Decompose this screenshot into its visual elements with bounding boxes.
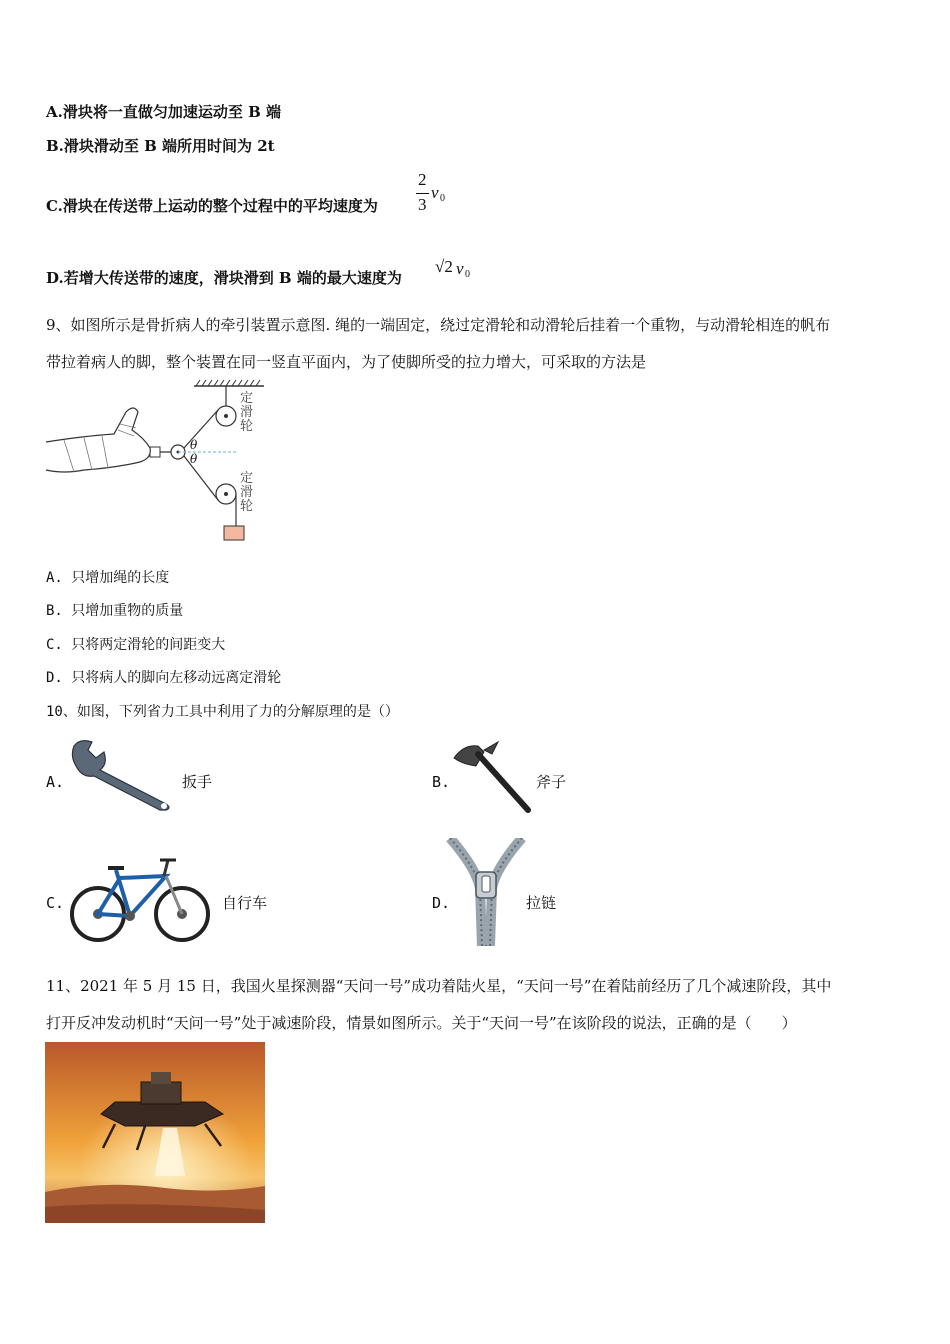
bottom-pulley-label: 定滑轮 xyxy=(240,471,254,514)
q10-item-b-letter: B. xyxy=(432,773,451,791)
q9-option-a: A. 只增加绳的长度 xyxy=(46,570,170,586)
q9-option-b: B. 只增加重物的质量 xyxy=(46,603,184,619)
angle-label-lower: θ xyxy=(190,452,198,466)
angle-label-upper: θ xyxy=(190,438,198,452)
mars-lander-photo xyxy=(45,1042,265,1223)
q9-stem-line1: 9、如图所示是骨折病人的牵引装置示意图. 绳的一端固定，绕过定滑轮和动滑轮后挂着一个重物，与动滑轮相连的帆布 xyxy=(46,316,831,334)
velocity-subscript: 0 xyxy=(465,269,470,280)
q10-item-b-name: 斧子 xyxy=(536,773,567,791)
bicycle-icon xyxy=(68,852,212,944)
velocity-symbol: v xyxy=(431,183,439,202)
q8-option-d: D.若增大传送带的速度，滑块滑到 B 端的最大速度为 xyxy=(46,269,402,287)
q10-item-d-letter: D. xyxy=(432,894,451,912)
q8-option-b: B.滑块滑动至 B 端所用时间为 2t xyxy=(46,137,275,155)
zipper-icon xyxy=(446,838,526,946)
q8-option-a: A.滑块将一直做匀加速运动至 B 端 xyxy=(46,103,281,121)
fraction-denominator: 3 xyxy=(418,195,427,214)
fraction-bar xyxy=(416,193,429,194)
weight-block xyxy=(224,526,244,540)
q10-item-d-name: 拉链 xyxy=(526,894,557,912)
q11-stem-line1: 11、2021 年 5 月 15 日，我国火星探测器“天问一号”成功着陆火星，“天问一号”在着陆前经历了几个减速阶段，其中 xyxy=(46,977,832,995)
sqrt-two: √2 xyxy=(435,257,453,276)
velocity-symbol: v xyxy=(456,259,464,278)
q9-option-c: C. 只将两定滑轮的间距变大 xyxy=(46,637,226,653)
q11-stem-line2: 打开反冲发动机时“天问一号”处于减速阶段，情景如图所示。关于“天问一号”在该阶段的说法，正确的是（ ） xyxy=(46,1014,797,1032)
q9-option-d: D. 只将病人的脚向左移动远离定滑轮 xyxy=(46,670,282,686)
q8-option-c: C.滑块在传送带上运动的整个过程中的平均速度为 xyxy=(46,197,378,215)
fraction-numerator: 2 xyxy=(418,170,427,189)
patient-foot xyxy=(46,408,150,472)
q10-item-c-name: 自行车 xyxy=(222,894,268,912)
wrench-icon xyxy=(66,736,178,812)
q10-stem: 10、如图，下列省力工具中利用了力的分解原理的是（） xyxy=(46,704,399,720)
velocity-subscript: 0 xyxy=(440,193,445,204)
q9-stem-line2: 带拉着病人的脚，整个装置在同一竖直平面内，为了使脚所受的拉力增大，可采取的方法是 xyxy=(46,353,647,371)
q10-item-a-letter: A. xyxy=(46,773,65,791)
q10-item-c-letter: C. xyxy=(46,894,65,912)
axe-icon xyxy=(448,736,534,816)
top-pulley-label: 定滑轮 xyxy=(240,391,254,434)
q10-item-a-name: 扳手 xyxy=(182,773,213,791)
